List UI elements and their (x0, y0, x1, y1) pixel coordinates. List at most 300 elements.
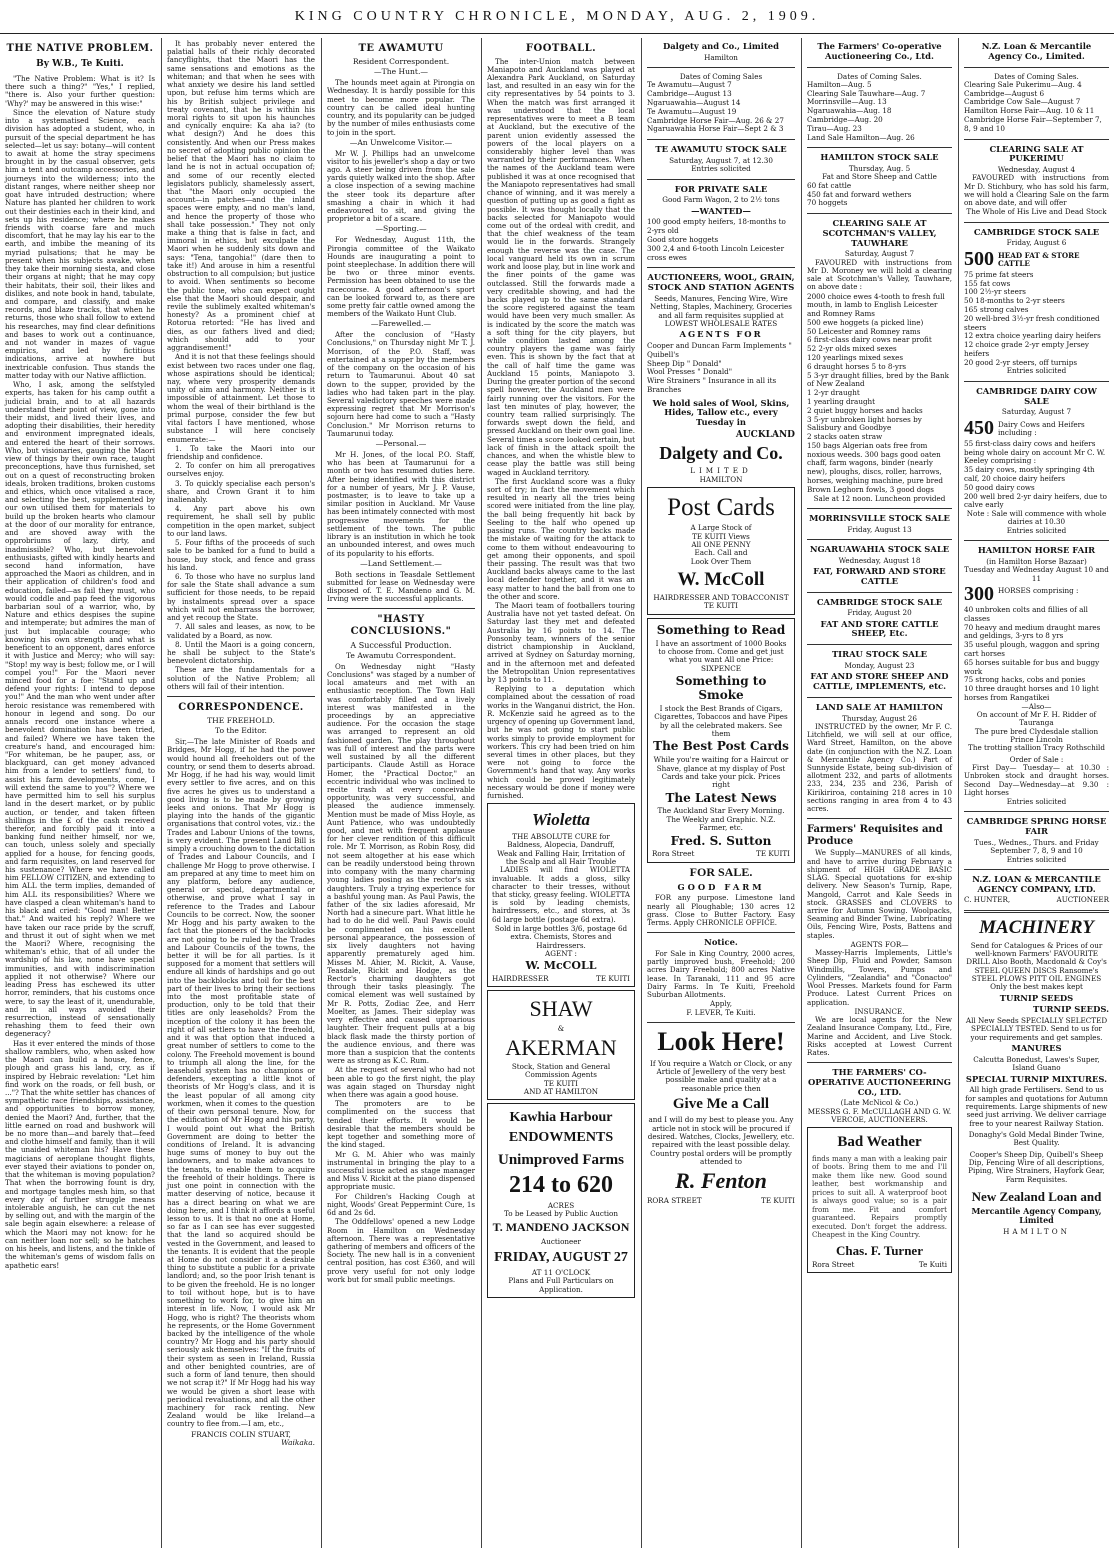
sale-body: FAVOURED with instructions from Mr D. Stichbury, who has sold his farm, we will hold a Clearing Sale on the farm on above date, and will offer (964, 173, 1109, 208)
letter-place: Waikaka. (281, 1438, 315, 1448)
ad-line: T. MANDENO JACKSON (492, 1220, 630, 1235)
news-heading: —Farewelled.— (370, 319, 432, 329)
head-count: 500 (964, 247, 994, 270)
section-title: AGENTS FOR (679, 329, 763, 340)
dates-title: Dates of Coming Sales. (994, 71, 1079, 81)
sale-item: 155 fat cows (964, 278, 1011, 288)
ad-kawhia (487, 1103, 635, 1297)
ad-title: Kawhia Harbour (509, 1110, 613, 1126)
ad-heading: The Latest News (665, 790, 777, 805)
sale-item: 100 2½-yr steers (964, 287, 1026, 297)
company-sub: (Late McNicol & Co.) (840, 1098, 919, 1108)
date-item: Land Sale Hamilton—Aug. 26 (807, 132, 915, 142)
news-heading: —An Unwelcome Visitor.— (349, 137, 453, 147)
ad-body: Donaghy's Gold Medal Binder Twine, Best Quality. (968, 1130, 1105, 1148)
sale-date: Friday, August 20 (847, 608, 912, 618)
column-correspondence (161, 38, 320, 1548)
sale-item: 6 first-class dairy cows near profit (807, 335, 932, 345)
paragraph: 4. Any part above his own requirement, he shall sell by public competition in the open market, subject to our land laws. (167, 504, 315, 538)
ad-heading: MANURES (1011, 1043, 1062, 1054)
sale-foot: Sale at 12 noon. Luncheon provided (813, 493, 946, 503)
sale-item: 200 well bred 2-yr dairy heifers, due to calve early (964, 491, 1107, 510)
ad-town: TE KUITI (761, 1195, 795, 1205)
paragraph: "The Native Problem: What is it? Is there such a thing?" "Yes," I replied, "there is. Also your further question: 'Why?' may be answered in this wise:" (5, 74, 155, 108)
company-title: The Farmers' Co-operative Auctioneering Co., Ltd. (817, 41, 942, 61)
ad-street: Rora Street (652, 849, 695, 859)
date-item: Ngaruawahia—August 14 (647, 98, 741, 107)
article-body (327, 663, 475, 1284)
date-item: Ngaruawahia Horse Fair—Sept 2 & 3 (647, 124, 784, 134)
ad-line: AND AT HAMILTON (523, 1087, 599, 1097)
news-paragraph: The hounds meet again at Pirongia on Wednesday. It is hardly possible for this meet to become more popular. The country can be called ideal hunting country, and its popularity can be judged by the number of miles enthusiasts come to join in the sport. (327, 78, 475, 137)
sale-title: TIRAU STOCK SALE (831, 649, 928, 660)
ad-body: Cooper's Sheep Dip, Quibell's Sheep Dip, Fencing Wire of all descriptions, Piping, Wire Strainers, Hayfork Gear, Farm Requisites. (968, 1149, 1105, 1184)
ad-title: Wioletta (532, 810, 590, 830)
sale-date: Friday, August 6 (1006, 238, 1067, 248)
sale-body: FAVOURED with instructions from Mr D. Moroney we will hold a clearing sale at Scotchman's Valley, Tauwhare, on above date : (807, 257, 952, 292)
date-item: Cambridge Horse Fair—September 7, 8, 9 and 10 (964, 114, 1102, 133)
letter-body (167, 738, 315, 1428)
order-body: First Day— Tuesday— at 10.30 : Unbroken stock and draught horses. Second Day—Wednesday—at 9.30 : Light horses (964, 763, 1109, 797)
sale-stallion: The pure bred Clydesdale stallion Prince Lincoln (974, 726, 1099, 745)
ad-body: The Auckland Star Every Morning. The Weekly and Graphic. N.Z. Farmer, etc. (657, 806, 785, 833)
sale-stallion: The trotting stallion Tracy Rothschild (968, 743, 1105, 753)
date-item: Morrinsville—Aug. 13 (807, 97, 887, 107)
section-title: AGENTS FOR— (850, 939, 909, 949)
date-item: Clearing Sale Tauwhare—Aug. 7 (807, 88, 926, 98)
ad-post-cards (647, 487, 795, 615)
sale-item: 12 extra choice yearling dairy heifers (964, 331, 1101, 341)
ad-line: A Large Stock of (690, 523, 752, 533)
sale-item: 150 bags Algerian oats free from noxious weeds. 300 bags good oaten chaff, farm wagons, binder (nearly new), ploughs, discs, roller, harrows, horses, weighing machine, pure bred Brown Leghorn fowls, 3 good dogs (807, 440, 943, 494)
sale-account: On account of Mr F. H. Ridder of Tauranga (976, 710, 1097, 728)
auctioneer-role: AUCTIONEER (1056, 895, 1109, 905)
section-title: CORRESPONDENCE. (178, 702, 304, 714)
ad-line: & (557, 1023, 565, 1033)
section-body: We are local agents for the New Zealand Insurance Company, Ltd., Fire, Marine and Accident, and Live Stock. Risks accepted at Lowest Current Rates. (807, 1015, 952, 1057)
paragraph: The Maori team of footballers touring Australia have not yet tasted defeat. On Saturday last they met and defeated Australia by 16 points to 14. The Ponsonby team, winners of the senior district championship in Auckland, arrived at Sydney on Saturday morning, and in the afternoon met and defeated the Metropolitan Union representatives by 13 points to 11. (487, 601, 635, 684)
ad-line: AGENT : (545, 948, 577, 958)
sale-item: 10 three draught horses and 10 light horses from Rangatikei (964, 684, 1099, 702)
ad-heading: TURNIP SEEDS (999, 992, 1074, 1003)
sale-item: 20 well-bred 3½-yr fresh conditioned steers (964, 313, 1100, 332)
paragraph: The promoters are to be complimented on the success that tended their efforts. It would be desirable that the members should be kept together and something more of the kind staged. (327, 1099, 475, 1150)
ad-body: and I will do my best to please you. Any article not in stock will be procured if desired. Watches, Clocks, Jewellery, etc. repaired with the least possible delay. Country postal orders will be promptly attended to (647, 1115, 795, 1167)
sale-item: 55 first-class dairy cows and heifers being whole dairy on account Mr C. W. Keeley comprising : (964, 438, 1106, 466)
order-title: Order of Sale : (1009, 754, 1064, 764)
ad-line: AT 11 O'CLOCK (531, 1267, 591, 1277)
correspondent: Te Awamutu Correspondent. (345, 650, 457, 660)
ad-town: TE KUITI (596, 974, 630, 984)
paragraph: Who, I ask, among the selfstyled experts, has taken for his camp outfit a judicial brain, and to at all hazards understand their point of view, gone into their midst, and lived their lives, and adopting their disabilities, their heredity and environment impregnated ideals, and entered the heart of their sorrows. Who, but visionaries, gauging the Maori view of things by their own race, taught preconceptions, have thus furnished, set out on a quest of reconstructing broken ideals, broken traditions, broken customs and ethics, which once vitalised a race, and selecting the best, supplemented by our own utilised them for materials to build up the broken hearts who clamour at the door of our morality for entrance, and are shoved away with the opprobriums of lazy, dirty, and inadmissible? Who, but benevolent enthusiasts, gifted with kindly hearts and second hand information, have approached the Maori as children, and in their application of children's food and education, failed—as fail they must, who would coddle and pap feed the vigorous barbarian soul of a warrior, who, by Nature and ethics despises the supine and intemperate; but admires the man of just but implacable courage; who knowing his own strength and what is beneficent to an opponent, dares enforce it with Justice and Mercy; who will say: "Stop! my way is best; follow me, or I will compel you!" For the Maori never minced food for a foe: "Stand up and defend your rights: I intend to depose you!" And the man who went under after heroic resistance was remembered with honour in legend and song. Do our annals record one instance where a benevolent domination has been tried, and failed? Where we have taken the creature's hand, and encouraged him: "For whiteman, be he pauper, ass, or blackguard, can get money advanced him from a lender to settlers' fund, to assist his farm developments, come, I will extend the same to you"? Where we have permitted him to sell his surplus land in the desert market, or by public auction, or tender, and taken fifteen shillings in the £ of the cash received therefor, and forcibly paid it into a banking fund neither himself, nor we, can touch, unless solely and specially applied for a house, for fencing goods, and farm requisites, on land reserved for his sustenance? Where we have called him FELLOW CITIZEN, and extending to him ALL the term implies, demanded of him ALL its responsibilities? Where we have clasped a clean whiteman's hand to his black and cried: "Good man! Better that." And waited his reply? Where we have taken our race pride by the scruff, and thrust it out of sight when we met the Maori? Where, recognising the whiteman's ethic, that of all under the wardship of his law, none have special immunities, and with indiscrimination applied it not otherwise? Where our leading Press has eschewed its utter horror, reminders, that his customs once were, to say the least of it, unendurable, and in all ways avoided their resurrection, instead of sensationally rehashing them to feed their own degeneracy? (5, 380, 155, 1039)
sale-date: Saturday, August 7 (844, 249, 915, 259)
news-heading: —Land Settlement.— (360, 558, 442, 568)
date-item: Te Awamutu—August 7 (647, 80, 732, 90)
letter-signature: FRANCIS COLIN STUART, (191, 1429, 291, 1439)
dates-list (964, 81, 1109, 134)
date-item: Cambridge—Aug. 20 (807, 114, 883, 124)
date-item: Clearing Sale Pukerimu—Aug. 4 (964, 79, 1082, 89)
sale-item: 35 dairy cows, mostly springing 4th calf, 20 choice dairy heifers (964, 465, 1095, 483)
paragraph: 8. Until the Maori is a going concern, he shall be subject to the State's benevolent dictatorship. (167, 639, 315, 666)
ad-line: All ONE PENNY (691, 540, 751, 550)
paragraph: At the request of several who had not been able to go the first night, the play was again staged on Thursday night when there was again a good house. (327, 1065, 475, 1100)
news-paragraph: Mr H. Jones, of the local P.O. Staff, who has been at Taumarunui for a month or two has resumed duties here. After being identified with this district for a number of years, Mr J. P. Vause, postmaster, is to leave to take up a similar position in Auckland. Mr Vause has been intimately connected with most progressive movements for the settlement of the town. The public library is an institution in which he took an unbounded interest, and owes much of its popularity to his efforts. (327, 449, 475, 558)
date-item: Hamilton—Aug. 5 (807, 79, 872, 89)
ad-title: Give Me a Call (672, 1096, 770, 1112)
section-text: Seeds, Manures, Fencing Wire, Wire Netting, Staples, Machinery, Groceries and all farm requisites supplied at LOWEST WHOLESALE RATES (650, 293, 792, 328)
ad-body: I stock the Best Brands of Cigars, Cigarettes, Tobaccos and have Pipes by all the celebrated makers. See them (654, 703, 788, 738)
sale-body: INSTRUCTED by the owner, Mr F. C. Litchfield, we will sell at our office, Ward Street, Hamilton, on the above date (in conjunction with the N.Z. Loan & Mercantile Agency Co.) Part of Sunnyside Estate, being sub-division of allotment 232, and parts of allotments 233, 234, 235 and 236, Parish of Kirikiriroa, containing 218 acres in 10 sections ranging in area from 4 to 43 acres. (807, 721, 952, 814)
head-count: 450 (964, 416, 994, 439)
head-label: HORSES comprising : (998, 585, 1079, 595)
column-football (481, 38, 640, 1548)
company-title: THE FARMERS' CO-OPERATIVE AUCTIONEERING CO., LTD. (808, 1067, 951, 1097)
sale-title: MORRINSVILLE STOCK SALE (809, 512, 950, 523)
sale-items (807, 293, 952, 495)
sale-entries: Entries solicited (691, 164, 751, 174)
ad-heading: The Best Post Cards (653, 739, 789, 754)
sale-item: 50 good dairy cows (964, 482, 1035, 492)
ad-line: Plans and Full Particulars on Application. (508, 1276, 614, 1294)
date-item: Te Awamutu—August 19 (647, 106, 737, 116)
section-body: Massey-Harris Implements, Little's Sheep Dip, Fluid and Powder, Samson Windmills, Towers, Pumps and Cylinders, "Zealandia" and "Conactoo" Wool Presses. Markets found for Farm Produce. Latest Current Prices on application. (807, 948, 952, 1007)
agent-item: Wool Presses " Donald" (647, 367, 733, 377)
date-item: Cambridge Cow Sale—August 7 (964, 97, 1081, 107)
sale-title: CLEARING SALE AT SCOTCHMAN'S VALLEY, TAUWHARE (822, 218, 937, 248)
news-paragraph: Mr W. J. Phillips had an unwelcome visitor to his jeweller's shop a day or two ago. A steer being driven from the sale yards quietly walked into the shop. After a close inspection of a sewing machine the steer took its departure after smashing a chair in which it had endeavoured to sit, and giving the proprietor a bit of a scare. (327, 148, 475, 224)
paragraph: 5. Four fifths of the proceeds of such sale to be banked for a fund to build a house, buy stock, and fence and grass his land. (167, 538, 315, 572)
ad-body: While you're waiting for a Haircut or Shave, glance at my display of Post Cards and take your pick. Prices right (653, 755, 789, 790)
ad-line: Baldness, Alopecia, Dandruff, (507, 840, 615, 850)
ad-heading: Something to Smoke (675, 674, 767, 702)
company-title: New Zealand Loan and (971, 1189, 1102, 1205)
dates-title: Dates of Coming Sales (679, 72, 763, 82)
sale-item: 2000 choice ewes 4-tooth to fresh full mouth, in lamb to English Leicester and Romney Rams (807, 291, 945, 319)
section-title: AUCTIONEERS, WOOL, GRAIN, STOCK AND STATION AGENTS (647, 272, 795, 293)
date-item: Cambridge Horse Fair—Aug. 26 & 27 (647, 115, 784, 125)
paragraph: Sir,—The late Minister of Roads and Bridges, Mr Hogg, if he had the power would hound all freeholders out of the country, or send them to deserts abroad. Mr Hogg, if he had his way, would limit every settler to five acres, and on this five acres he gives us to understand a good living is to be made by growing leeks and onions. That Mr Hogg is playing into the hands of the gigantic organisations that control votes, viz.: the Trades and Labour Unions of the towns, is very evident. The present Land Bill is simply a crouching down to the dictation of Trades and Labour Councils, and I challenge Mr Hogg to prove otherwise. I am prepared at any time to meet him on any platform, before any audience, general or special, departmental or otherwise, and prove what I say in reference to the Trades and Labour Councils to be correct. Now, the sooner Mr Hogg and his party awaken to the fact that the pioneers of the backblocks are not going to be ruled by the Trades and Labour Councils of the towns, the better it will be for all parties. Is it supposed for a moment that settlers will endure all kinds of hardships and go out into the backblocks and toil for the best part of their lives to bring their sections into the most profitable state of production, only to be told that their titles are only leaseholds? From the inception of the colony it has been the right of all settlers to have the freehold, and it was that option that induced a great number of settlers to come to the colony. The Freehold movement is bound to triumph all along the line, for the leasehold system has no champions or defenders, excepting a little knot of theorists of Mr Hogg's class, and it is the least popular of all among city workmen, when it comes to the question of their own personal tenure. Now, for the edification of Mr Hogg and his party, I would point out what the British Government are doing to better the conditions of Ireland. It is advancing huge sums of money to buy out the landowners, and to make advances to the tenants, to enable them to acquire the freehold of their holdings. There is just one point in connection with the matter deserving of notice, because it has a direct bearing on what we are doing here, and I think it affords a useful lesson to us. It is that no one at Home, so far as I can see has ever suggested that the land so acquired should be vested in the Government, and leased to the tenants. It is evident that the people at Home do not consider it a desirable thing to substitute a public for a private landlord; and, so the poor Irish tenant is to be given the freehold. He is no longer to toil without hope, but is to have something to work for, to give him an interest in life. Now, I would ask Mr Hogg, who is right? The theorists whom he represents, or the Home Government backed by the intelligence of the whole country? Mr Hogg and his party should seriously ask themselves: "If the fruits of their system as seen in Ireland, Russia and other benighted countries, are of such a form of land tenure, then should we not scrap it?" If Mr Hogg had his way we would be given a short lease with periodical revaluations, and all the other machinery for rack renting. New Zealand would be like Ireland—a country to flee from.—I am, etc., (167, 737, 315, 1429)
ad-body: Send for Catalogues & Prices of our well-known Farmers' FAVOURITE DRILL Also Booth, Macdonald & Coy's STEEL QUEEN DISCS Ransome's STEEL PLOWS PITT OIL ENGINES Only the best makes kept (966, 940, 1107, 992)
paragraph: The Oddfellows' opened a new Lodge Room in Hamilton on Wednesday afternoon. There was a representative gathering of members and officers of the Society. The new hall is in a convenient central position, has cost £360, and will prove very useful for not only lodge work but for small public meetings. (327, 1217, 475, 1284)
article-subtitle: A Successful Production. (350, 640, 452, 650)
ad-title: ENDOWMENTS (508, 1129, 614, 1145)
paragraph: Has it ever entered the minds of those shallow ramblers, who, when asked how the Maori can build a house, fence, plough and grass his land, cry, as if inspired by Hebraic revelation: "Let him find work on the roads, or fell bush, or ..."? That the white settler has chances of sympathetic race friendships, assistance, and opportunities to borrow money, denied the Maori? And, further, that the little earned on road and bushwork will be no more than—and barely that—feed and clothe himself and family, than it will the unaided whiteman his? Have these magicians of aeroplane thought flights, ever stayed their aviations to ponder on, that the whiteman is moving population? That when the borrowing fount is dry, and mortgage tangles mesh him, so that every day of further struggle means intolerable anguish, he can cut the net by selling out, and with the margin of the sale begin again elsewhere: a release of which the Maori may not know: for he can neither loan nor sell; so he hatches on his heels, and listens, and the tinkle of the whiteman's gems of wisdom falls on apathetic ears! (5, 1038, 155, 1270)
sale-item: 60 fat cattle (807, 180, 852, 190)
letter-title: THE FREEHOLD. (207, 715, 275, 725)
ad-name: Fred. S. Sutton (670, 833, 772, 848)
sale-entries: Entries solicited (1006, 796, 1067, 806)
ad-line: TE KUITI Views (692, 531, 750, 541)
ad-name: Chas. F. Turner (836, 1242, 923, 1258)
company-town: HAMILTON (1003, 1226, 1070, 1236)
article-body (487, 58, 635, 801)
sale-date: Wednesday, August 18 (838, 555, 921, 565)
letter-to: To the Editor. (215, 726, 267, 736)
section-body: We Supply—MANURES of all kinds, and have to arrive during February a shipment of HIGH GRADE BASIC SLAG. Special quotations for ex-ship delivery. New Season's Turnip, Rape, Mangold, Carrot and Kale Seeds in stock. GRASSES and CLOVERS to arrive for Autumn Sowing. Woolpacks, Seaming and Binder Twine, Lubricating Oils, Fencing Wire, Posts, Battens and staples. (807, 848, 952, 940)
ad-heading: Something to Read (656, 622, 786, 637)
ad-title: AKERMAN (505, 1034, 617, 1060)
company-name: Dalgety and Co. (659, 443, 783, 464)
news-paragraph: Both sections in Teasdale Settlement submitted for lease on Wednesday were disposed of. T. E. Mandeno and G. M. Irving were the successful applicants. (327, 569, 475, 604)
section-title: TE AWAMUTU (358, 43, 444, 54)
ad-line: FRIDAY, AUGUST 27 (494, 1249, 628, 1265)
ad-body: finds many a man with a leaking pair of boots. Bring them to me and I'll make them like new. Good sound leather, best workmanship and prices to suit all. A waterproof boot is always good value; so is a pair from me. Fit and comfort guaranteed. Repairs promptly executed. Don't forget the address. Cheapest in the King Country. (812, 1153, 947, 1240)
sale-item: 2 quiet buggy horses and hacks (807, 405, 923, 415)
company-town: Hamilton (704, 52, 738, 62)
byline: By W.B., Te Kuiti. (36, 58, 124, 69)
sale-sub: FAT, FORWARD AND STORE CATTLE (813, 566, 946, 586)
date-item: Cambridge—August 6 (964, 88, 1045, 98)
section-title: Notice. (704, 937, 738, 948)
section-name: F. LEVER, Te Kuiti. (686, 1007, 756, 1017)
masthead-text: KING COUNTRY CHRONICLE, MONDAY, AUG. 2, 1909. (294, 9, 820, 24)
ad-heading: SPECIAL TURNIP MIXTURES. (965, 1073, 1108, 1084)
ad-title: MACHINERY (979, 916, 1094, 938)
sale-item: 40 unbroken colts and fillies of all classes (964, 605, 1088, 623)
sale-items (807, 182, 952, 208)
sale-items (964, 440, 1109, 510)
paragraph: The inter-Union match between Maniapoto and Auckland was played at Alexandra Park Auckland, on Saturday last, and resulted in an easy win for the city representatives by 54 points to 3. When the match was first arranged it was understood that the local representatives were to meet a B team at Auckland, but the executive of the parent union evidently assessed the powers of the local players on a considerably higher level than was warranted by their performances. When the names of the Auckland team were published it was at once recognised that the Maniapoto representatives had small chance of winning, and it was merely a question of putting up as good a fight as possible. It was thought locally that the backs selected for Maniapoto would come out of the ordeal with credit, and that the chief weakness of the team would lie in the forwards. Strangely enough the reverse was the case. The local vanguard held its own in scrum work and loose play, but in line work and the finer points of the game was outclassed. Still the forwards made a very creditable showing, and had the backs played up to the same standard the score registered against the team would have been very much smaller. As is indicated by the score the match was a soft thing for the city players, but while condition lasted among the country players the game was fairly even. This is shown by the fact that at the call of half time the game was Auckland 15 points, Maniapoto 3. During the greater portion of the second spell however, the Auckland men were fairly running over the visitors. For the last ten minutes of play, however, the country team rallied surprisingly. The forwards swept down the field, and pressed Auckland on their own goal line. Several times a score looked certain, but lack of finish in the attack spoilt the chances, and when the whistle blew to cease play the battle was still being waged in Auckland territory. (487, 56, 635, 477)
ad-wioletta (487, 803, 635, 987)
ad-body: If You require a Watch or Clock, or any Article of Jewellery of the very best possible make and quality at a reasonable price then (650, 1058, 792, 1093)
ad-heading: TURNIP SEEDS. (1032, 1004, 1109, 1015)
auctioneer-name: C. HUNTER, (964, 895, 1011, 905)
head-label: HEAD FAT & STORE CATTLE (998, 250, 1080, 269)
ad-line: Each. Call and (694, 548, 748, 558)
ad-name: R. Fenton (675, 1168, 767, 1194)
column-te-awamutu (321, 38, 480, 1548)
wanted-item: Good store hoggets (647, 234, 719, 244)
sale-item: 1 yearling draught (807, 396, 876, 406)
head-label: Dairy Cows and Heifers including : (998, 419, 1085, 437)
ad-sutton (647, 618, 795, 863)
ad-town: Te Kuiti (918, 1259, 947, 1269)
ad-title: Bad Weather (837, 1134, 922, 1151)
ad-line: Weak and Falling Hair, Irritation of the Scalp and all Hair Trouble (497, 848, 625, 867)
sale-title: CAMBRIDGE DAIRY COW SALE (976, 385, 1097, 406)
sale-item: 12 choice grade 2-yr empty Jersey heifers (964, 340, 1089, 358)
column-dalgety (641, 38, 800, 1548)
sale-title: CAMBRIDGE SPRING HORSE FAIR (966, 816, 1107, 837)
agents-list (647, 342, 795, 395)
section-title: Farmers' Requisites and Produce (807, 824, 943, 847)
paragraph: These are the fundamentals for a solution of the Native Problem; all others will fail of their intention. (167, 665, 315, 691)
sale-item: 165 strong calves (964, 305, 1029, 314)
ad-town: TE KUITI (756, 849, 790, 859)
section-text: For Sale in King Country, 2000 acres, partly improved bush, Freehold; 200 acres Dairy Freehold; 800 acres Native lease. In Taranaki, 111 and 95 acre Dairy Farms. In Te Kuiti, Freehold Suburban Allotments. (647, 949, 795, 1000)
paragraph: 3. To quickly specialise each person's share, and Crown Grant it to him inalienably. (167, 478, 315, 505)
paragraph: For Children's Hacking Cough at night, Woods' Great Peppermint Cure, 1s 6d and 2s 6d. (327, 1191, 475, 1218)
agent-item: Wire Strainers " Insurance in all its Branches (647, 376, 777, 394)
paragraph: It has probably never entered the palatial halls of their richly decorated fancyflights, that the Maori has the same sensations and emotions as the whiteman; and that when he sees with what anxiety we desire his land settled upon, but refuse him terms which are his by British subject privilege and treaty covenant, that he is within his moral rights to sit upon his haunches and cynically enquire: Ka aha ia? (to what design?) And he does this consistently. And when our Press makes no secret of adopting public opinion the belief that the Maori has no claim to land he is not in actual occupation of; and some of our recently elected legislators publicly, shamelessly assert, that "the Maori only occupied the account—in patches—and the inland spaces were empty, and no man's land, and hence the property of those who shall take possession." They not only make a thing that is false in fact, and immoral in ethics, but exculpate the Maori when he suddenly sits down and says: "Tena, tangohia!" (dare then to take it!) And arouse in him a resentful obstruction to all compulsion; but justice to avoid. When sentiments so become the public tone, who can expect ought else that the Maori should despair, and revile the sublimely exalted whiteman's honesty? As a prominent chief at Rotorua retorted: "He has lived and dies, as our fathers lived and died; which should add to your aggrandisement!" (167, 39, 315, 353)
sale-sub: (in Hamilton Horse Bazaar) (986, 556, 1087, 566)
sale-item: 5 3-yr draught fillies, bred by the Bank of New Zealand (807, 370, 949, 389)
sale-date: Monday, August 23 (844, 660, 915, 670)
sale-title: LAND SALE AT HAMILTON (815, 701, 944, 712)
company-title: N.Z. Loan & Mercantile Agency Co., Limited. (981, 41, 1092, 61)
column-farmers-cooperative (801, 38, 957, 1548)
paragraph: 1. To take the Maori into our friendship and confidence. (167, 443, 315, 461)
sale-sub: FAT AND STORE SHEEP AND CATTLE, IMPLEMENTS, etc. (810, 671, 949, 691)
sale-title: CAMBRIDGE STOCK SALE (973, 226, 1100, 237)
sale-title: NGARUAWAHIA STOCK SALE (809, 543, 950, 554)
sale-item: 1 2-yr draught (807, 388, 860, 398)
sale-item: 70 hoggets (807, 198, 848, 208)
date-item: Cambridge—August 13 (647, 89, 732, 99)
ad-body: LADIES will find WIOLETTA invaluable. It adds a gloss, silky character to their tresses, without that sticky, greasy feeling. WIOLETTA is sold by leading chemists, hairdressers, etc., and stores, at 3s 6d large bottle (postage 6d extra). (492, 865, 630, 924)
sale-item: 52 2-yr olds mixed sexes (807, 344, 897, 354)
company-limited: LIMITED (690, 466, 752, 476)
ad-role: HAIRDRESSER (492, 974, 549, 984)
sale-date: Thursday, August 26 (842, 713, 917, 723)
paragraph: 2. To confer on him all prerogatives ourselves enjoy. (167, 461, 315, 479)
correspondent: Resident Correspondent. (352, 56, 450, 66)
sale-date: Saturday, August 7, at 12.30 (669, 155, 773, 165)
sale-title: HAMILTON HORSE FAIR (977, 545, 1096, 556)
section-title: GOOD FARM (677, 881, 765, 892)
company-names: MESSRS G. F. McCULLAGH AND G. W. VERCOE, AUCTIONEERS. (807, 1106, 952, 1125)
article-body (5, 75, 155, 1270)
agent-item: Cooper and Duncan Farm Implements " Quibell's (647, 340, 792, 359)
sale-date: Tuesday and Wednesday August 10 and 11 (964, 565, 1109, 583)
news-paragraph: For Wednesday, August 11th, the Pirongia committee of the Waikato Hounds are inaugurating a point to point steeplechase. In addition there will be two or three minor events. Permission has been obtained to use the racecourse. A good afternoon's sport can be looked forward to, as there are some pretty fair cattle owned among the members of the Waikato Hunt Club. (327, 235, 475, 319)
ad-line: Unimproved Farms (498, 1151, 624, 1168)
sale-item: 50 Leicester and Romney rams (807, 326, 921, 336)
sale-title: CLEARING SALE AT PUKERIMU (989, 143, 1084, 164)
ad-line: THE ABSOLUTE CURE for (512, 832, 610, 841)
ad-line: ACRES (547, 1200, 575, 1210)
section-text: FOR any purpose. Limestone land nearly all Ploughable; 130 acres 12 grass. Close to Butter Factory. Easy Terms. Apply CHRONICLE OFFICE. (647, 893, 795, 928)
head-count: 300 (964, 582, 994, 605)
article-title: THE NATIVE PROBLEM. (6, 43, 154, 54)
paragraph: 7. All sales and leases, as now, to be validated by a Board, as now. (167, 622, 315, 640)
sale-also: —Also— (1021, 701, 1052, 711)
sale-offer: The Whole of His Live and Dead Stock (966, 207, 1107, 217)
section-title: —WANTED— (691, 205, 751, 216)
sale-entries: Entries solicited (1006, 854, 1067, 864)
ad-body: All New Seeds SPECIALLY SELECTED SPECIALLY TESTED. Send to us for your requirements and get samples. (965, 1016, 1108, 1042)
sale-item: 75 prime fat steers (964, 269, 1034, 279)
sale-item: 500 ewe hoggets (a picked line) (807, 317, 924, 327)
column-nz-loan (958, 38, 1114, 1548)
paragraph: On Wednesday night "Hasty Conclusions" was staged by a number of local amateurs and met with an enthusiastic reception. The Town Hall was comfortably filled and a lively interest was manifested in the proceedings by an appreciative audience. For the occasion the stage was arranged to represent an old fashioned garden. The play throughout was full of interest and the parts were well sustained by all the different participants. Claude Astill as Horace Homer, the "Practical Doctor," an eccentric individual who was inclined to recite trash at every conceivable opportunity, was very successful, and pleased the audience immensely. Mention must be made of Miss Hoyle, as Aunt Patience, who was undoubtedly good, and met with frequent applause for her clever rendition of this difficult role. Mr T. Morrison, as Robin Rosy, did not seem altogether at his ease which can be readily understood being thrown into company with the many charming young ladies posing as the rector's six daughters. Truly a trying experience for a bashful young man. As Paul Pawis, the father of the six ladies aforesaid, Mr North had a sinecure part. What little he had to do he did well. Paul Pawis could be complimented on his excellent personal appearance, the possession of six lively daughters not having apparently prematurely aged him. Misses M. Ahier, M. Rickit, A. Vause, Teasdale, Rickit and Hodge, as the Rector's charming daughters got through their tasks pleasingly. The comical element was well sustained by Mr R. Potts, Zodiac Zee, and Herr Moelter, as James. Their sideplay was very effective and caused uproarious laughter. Their frequent pulls at a big black flask made the thirsty portion of the audience envious, and there was more than a suspicion that the contents were as strong as K.C. Rum. (327, 661, 475, 1066)
sale-items (964, 271, 1109, 368)
paragraph: The first Auckland score was a fluky sort of try; in fact the movement which resulted in nearly all the tries being scored were initiated from the line play, the ball being frequently hit back by Seeling to the half who opened up passing runs. The country backs made the mistake of waiting for the attack to come to them without endeavouring to get among their opponents, and spoil their passing. The result was that two Auckland backs always came to the last local defender together, and it was an easy matter to hand the ball from one to the other and score. (487, 476, 635, 601)
news-heading: —Sporting.— (375, 224, 427, 234)
ad-bad-weather (807, 1127, 952, 1273)
sale-item: 35 useful plough, waggon and spring cart horses (964, 640, 1100, 658)
date-item: Ngaruawahia—Aug. 18 (807, 106, 892, 116)
date-item: Hamilton Horse Fair—Aug. 10 & 11 (964, 106, 1095, 116)
ad-body: Calcutta Bonedust, Lawes's Super, Island Guano (973, 1054, 1100, 1073)
paragraph: Replying to a deputation which complained about the cessation of road works in the Wanganui district, the Hon. R. McKenzie said he agreed as to the urgency of opening up Government land, but he was not going to start public works simply to provide employment for workers. This cry had been tried on him several times in other places, but they were not going to force the Government's hand that way. Any works which could be proved legitimately necessary would be done if money were furnished. (487, 684, 635, 801)
sale-item: 2 stacks oaten straw (807, 432, 883, 442)
ad-town: TE KUITI (704, 601, 738, 611)
section-title: INSURANCE. (854, 1006, 905, 1016)
sale-item: 70 heavy and medium draught mares and geldings, 3-yrs to 8 yrs (964, 622, 1101, 641)
sale-note: Note : Sale will commence with whole dairies at 10.30 (966, 509, 1107, 527)
dates-list (807, 81, 952, 142)
sale-item: 50 18-months to 2-yr steers (964, 296, 1065, 306)
ad-street: Rora Street (812, 1259, 855, 1269)
section-town: AUCKLAND (735, 429, 795, 440)
ad-title: Post Cards (667, 493, 775, 521)
sale-item: 120 yearlings mixed sexes (807, 353, 904, 363)
ad-line: Look Over Them (690, 556, 752, 566)
section-apply: Apply, (709, 999, 733, 1009)
sale-items (964, 606, 1109, 703)
ad-name: W. McColl (677, 569, 765, 591)
sale-item: 75 strong hacks, cobs and ponies (964, 675, 1086, 685)
sale-date: Wednesday, August 4 (997, 165, 1076, 175)
column-native-problem (0, 38, 160, 1548)
paragraph: Since the elevation of Nature study into a systematised Science, each division has adopted a student, who, in pursuit of the special department he has selected—let us say: botany—will content to await at home the stray specimens brought in by the casual observer, gets him a tent and outcamp accessories, and journeys into the wilderness; into the distant ranges, where neither sheep nor goat have intruded destruction; where Nature has planted her children to work out their destinies each in their kind, and sets up his residence; where he makes friends with coarse fare and much discomfort, that he may lay his ear to the earth, and imbibe the meaning of its myriad pulsations; that he may be present when his subjects awake, when they take their morning siesta, and close their organs at night; that he may copy their habitats, their soil, their likes and dislikes, and note book in hand, tabulate, and compare, and classify, and make records, and blaze tracks, that when he returns, those who shall follow to extend his researches, may find clear definitions and bases to work out a continuance, and not wander in mazes of vague empirics, and led by fictitious indications, arrive at nowhere but inextricable confusion. Thus stands the matter today with our Native affliction. (5, 107, 155, 380)
news-heading: —The Hunt.— (374, 67, 428, 77)
agent-item: Sheep Dip " Donald" (647, 358, 722, 368)
ad-street: RORA STREET (647, 1195, 702, 1205)
ad-title: Look Here! (657, 1027, 785, 1057)
sale-item: 65 horses suitable for bus and buggy work (964, 657, 1100, 676)
ad-shaw-akerman (487, 990, 635, 1100)
sale-item: 20 good 2-yr steers, off turnips (964, 357, 1078, 367)
ad-line: To be Leased by Public Auction (503, 1209, 619, 1219)
ad-name: W. McCOLL (525, 959, 597, 973)
sale-item: 3 5-yr unbroken light horses by Salisbury and Goodbye (807, 414, 922, 433)
ad-line: Sold in large bottles 3/6, postage 6d extra. Chemists, Stores and Hairdressers. (494, 923, 628, 950)
company-title: Dalgety and Co., Limited (662, 41, 779, 51)
article-title: "HASTY CONCLUSIONS." (350, 614, 452, 638)
news-heading: —Personal.— (375, 439, 427, 449)
sale-title: CAMBRIDGE STOCK SALE (816, 596, 943, 607)
wanted-item: 100 good empty heifers, 18-months to 2-yrs old (647, 217, 786, 236)
paragraph: And it is not that these feelings should exist between two races under one flag, whose aspirations should be identical; nay, where very prosperity demands unity of aim and harmony. Neither is it impossible of attainment. Let those to whom the weal of their birthland is the primal purpose, consider the few but vital factors I have mentioned, whose substance I will here concisely enumerate:— (167, 352, 315, 444)
company-sub: Mercantile Agency Company, Limited (971, 1206, 1102, 1226)
ad-line: 214 to 620 (509, 1172, 613, 1199)
section-title: FOOTBALL. (525, 43, 597, 54)
paragraph: Mr G. M. Ahier who was mainly instrumental in bringing the play to a successful issue acted as stage manager and Miss V. Rickit at the piano dispensed appropriate music. (327, 1149, 475, 1192)
section-title: FOR SALE. (689, 864, 753, 879)
wanted-list (647, 218, 795, 262)
ad-line: Stock, Station and General Commission Agents (511, 1062, 611, 1080)
sale-entries: Entries solicited (1006, 366, 1067, 376)
sale-item: 6 draught horses 5 to 8-yrs (807, 361, 907, 371)
sale-sub: Fat and Store Sheep and Cattle (822, 172, 937, 182)
ad-body: I have an assortment of 1000 Books to choose from. Come and get just what you want All one Price: SIXPENCE (655, 638, 787, 673)
sale-date: Friday, August 13 (847, 524, 912, 534)
date-item: Tirau—Aug. 23 (807, 123, 862, 133)
section-text: We hold sales of Wool, Skins, Hides, Tallow etc., every Tuesday in (652, 397, 790, 428)
sale-sub: FAT AND STORE CATTLE SHEEP, Etc. (820, 618, 939, 639)
ad-line: Auctioneer (541, 1237, 581, 1247)
ad-title: SHAW (529, 996, 593, 1022)
company-title: N.Z. LOAN & MERCANTILE AGENCY COMPANY, LTD. (972, 873, 1101, 894)
sale-date: Thursday, Aug. 5 (848, 164, 911, 174)
masthead (0, 0, 1114, 34)
sale-date: Tues., Wednes., Thurs. and Friday September 7, 8, 9 and 10 (974, 837, 1099, 856)
sale-entries: Entries solicited (1006, 525, 1067, 535)
news-items (327, 68, 475, 603)
dates-list (647, 81, 795, 134)
paragraph: 6. To those who have no surplus land for sale the State shall advance a sum sufficient for those needs, to be repaid by instalments spread over a space which will not embarrass the borrower, and yet recoup the State. (167, 572, 315, 623)
section-title: FOR PRIVATE SALE (674, 183, 768, 194)
sale-title: HAMILTON STOCK SALE (820, 152, 939, 163)
wanted-item: 300 2,4 and 6-tooth Lincoln Leicester cross ewes (647, 243, 785, 262)
section-text: Good Farm Wagon, 2 to 2½ tons (662, 195, 780, 205)
ad-line: TE KUITI (544, 1078, 578, 1088)
article-body (167, 40, 315, 691)
dates-title: Dates of Coming Sales. (837, 71, 922, 81)
